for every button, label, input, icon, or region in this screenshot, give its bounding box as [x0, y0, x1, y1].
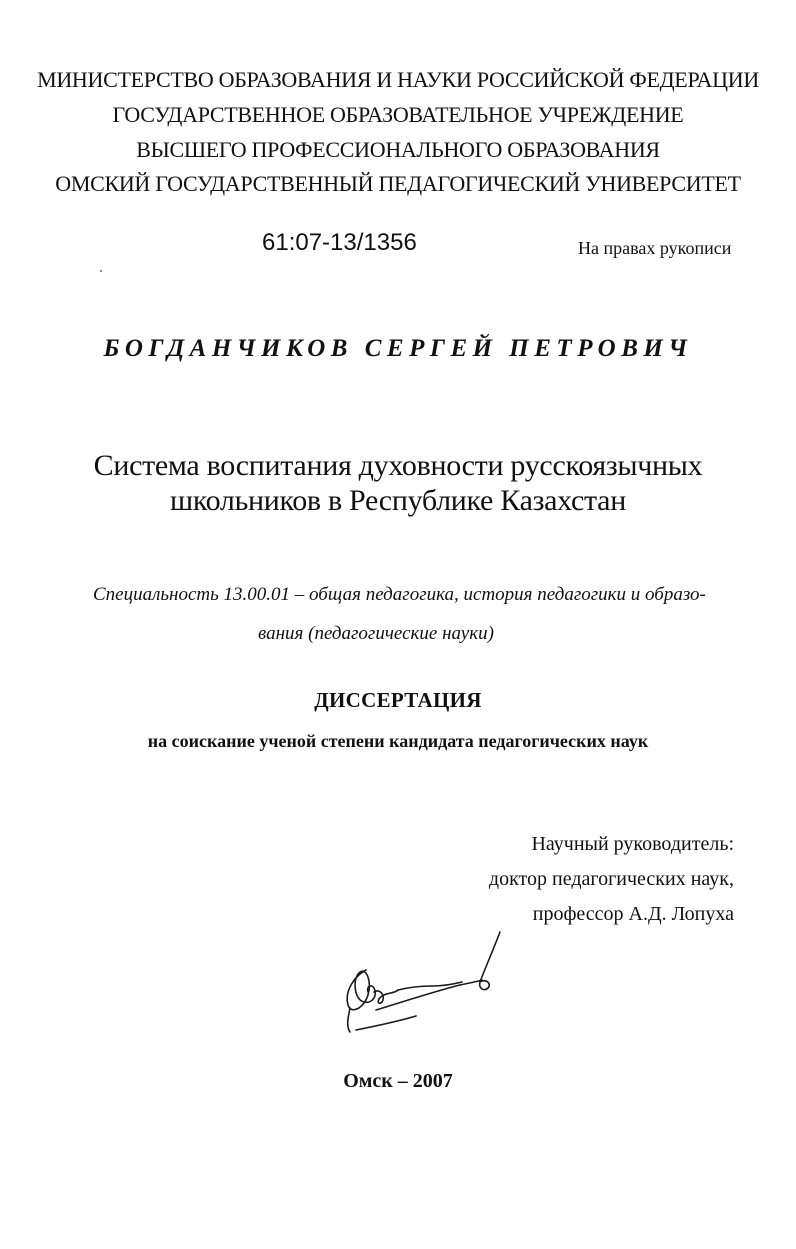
ministry-line: МИНИСТЕРСТВО ОБРАЗОВАНИЯ И НАУКИ РОССИЙСКОЙ ФЕДЕРАЦИИ [37, 67, 759, 92]
specialty-line-1: Специальность 13.00.01 – общая педагогика, история педагогики и образо- [93, 584, 706, 605]
scan-speck [100, 270, 102, 272]
catalog-code: 61:07-13/1356 [262, 229, 417, 256]
specialty-line-2: вания (педагогические науки) [258, 623, 494, 644]
supervisor-label: Научный руководитель: [531, 833, 734, 855]
work-type: ДИССЕРТАЦИЯ [314, 688, 482, 712]
education-level-line: ВЫСШЕГО ПРОФЕССИОНАЛЬНОГО ОБРАЗОВАНИЯ [136, 137, 660, 162]
rights-note: На правах рукописи [578, 238, 732, 258]
supervisor-degree: доктор педагогических наук, [488, 868, 734, 890]
degree-line: на соискание ученой степени кандидата педагогических наук [147, 731, 649, 751]
university-name-line: ОМСКИЙ ГОСУДАРСТВЕННЫЙ ПЕДАГОГИЧЕСКИЙ УНИВЕРСИТЕТ [55, 171, 741, 196]
city-year: Омск – 2007 [343, 1070, 453, 1092]
author-name: БОГДАНЧИКОВ СЕРГЕЙ ПЕТРОВИЧ [103, 335, 693, 362]
handwritten-signature [336, 930, 516, 1040]
supervisor-name: профессор А.Д. Лопуха [532, 903, 734, 925]
title-line-2: школьников в Республике Казахстан [170, 484, 626, 517]
title-line-1: Система воспитания духовности русскоязычных [93, 449, 703, 482]
institution-type-line: ГОСУДАРСТВЕННОЕ ОБРАЗОВАТЕЛЬНОЕ УЧРЕЖДЕНИЕ [112, 102, 684, 127]
